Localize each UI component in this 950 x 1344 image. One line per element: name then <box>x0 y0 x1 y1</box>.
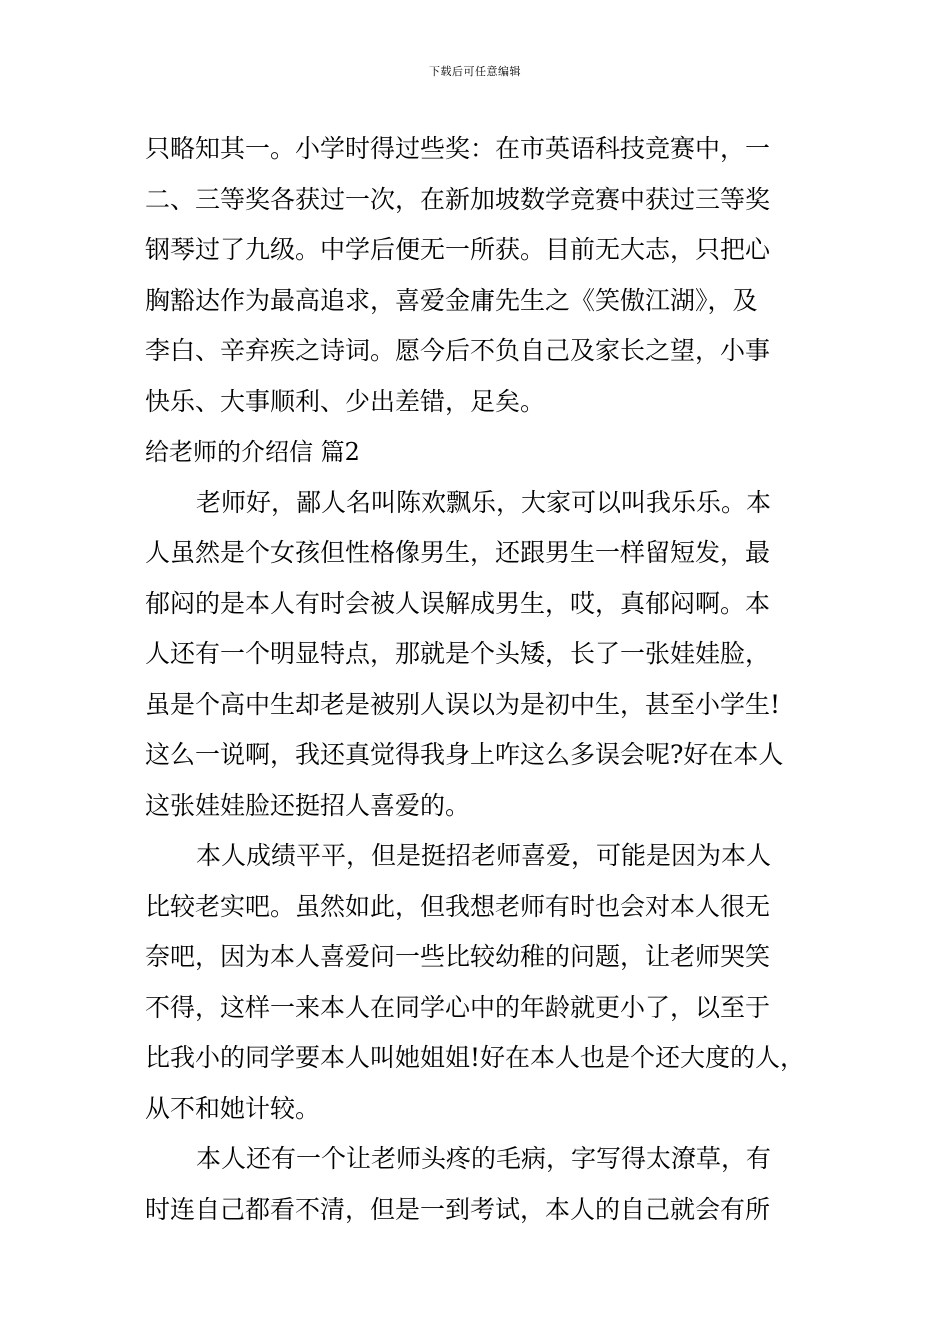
document-body <box>145 124 815 1235</box>
text-line: 本人成绩平平，但是挺招老师喜爱，可能是因为本人 <box>196 841 772 870</box>
section-heading: 给老师的介绍信 篇2 <box>145 438 360 466</box>
text-line: 不得，这样一来本人在同学心中的年龄就更小了，以至于 <box>145 992 771 1022</box>
text-line: 人虽然是个女孩但性格像男生，还跟男生一样留短发，最 <box>145 538 771 567</box>
text-line: 奈吧，因为本人喜爱问一些比较幼稚的问题，让老师哭笑 <box>145 942 771 971</box>
text-line: 虽是个高中生却老是被别人误以为是初中生，甚至小学生! <box>145 689 781 719</box>
text-line: 从不和她计较。 <box>145 1093 321 1123</box>
text-line: 胸豁达作为最高追求，喜爱金庸先生之《笑傲江湖》，及 <box>145 285 758 315</box>
text-line: 人还有一个明显特点，那就是个头矮，长了一张娃娃脸， <box>145 639 771 668</box>
text-line: 快乐、大事顺利、少出差错，足矣。 <box>145 386 546 416</box>
page-header: 下载后可任意编辑 <box>429 65 521 78</box>
text-line: 老师好，鄙人名叫陈欢飘乐，大家可以叫我乐乐。本 <box>196 487 772 517</box>
text-line: 二、三等奖各获过一次，在新加坡数学竞赛中获过三等奖 <box>145 184 771 214</box>
text-line: 郁闷的是本人有时会被人误解成男生，哎，真郁闷啊。本 <box>145 588 771 618</box>
text-line: 钢琴过了九级。中学后便无一所获。目前无大志，只把心 <box>145 235 771 264</box>
text-line: 本人还有一个让老师头疼的毛病，字写得太潦草，有 <box>196 1144 772 1173</box>
text-line: 李白、辛弃疾之诗词。愿今后不负自己及家长之望，小事 <box>145 336 771 365</box>
text-line: 这张娃娃脸还挺招人喜爱的。 <box>145 790 471 820</box>
text-line: 比我小的同学要本人叫她姐姐!好在本人也是个还大度的人， <box>145 1043 806 1072</box>
text-line: 时连自己都看不清，但是一到考试，本人的自己就会有所 <box>145 1194 771 1224</box>
text-line: 比较老实吧。虽然如此，但我想老师有时也会对本人很无 <box>145 891 771 921</box>
text-line: 这么一说啊，我还真觉得我身上咋这么多误会呢?好在本人 <box>145 740 784 769</box>
text-line: 只略知其一。小学时得过些奖：在市英语科技竞赛中，一 <box>145 134 771 163</box>
